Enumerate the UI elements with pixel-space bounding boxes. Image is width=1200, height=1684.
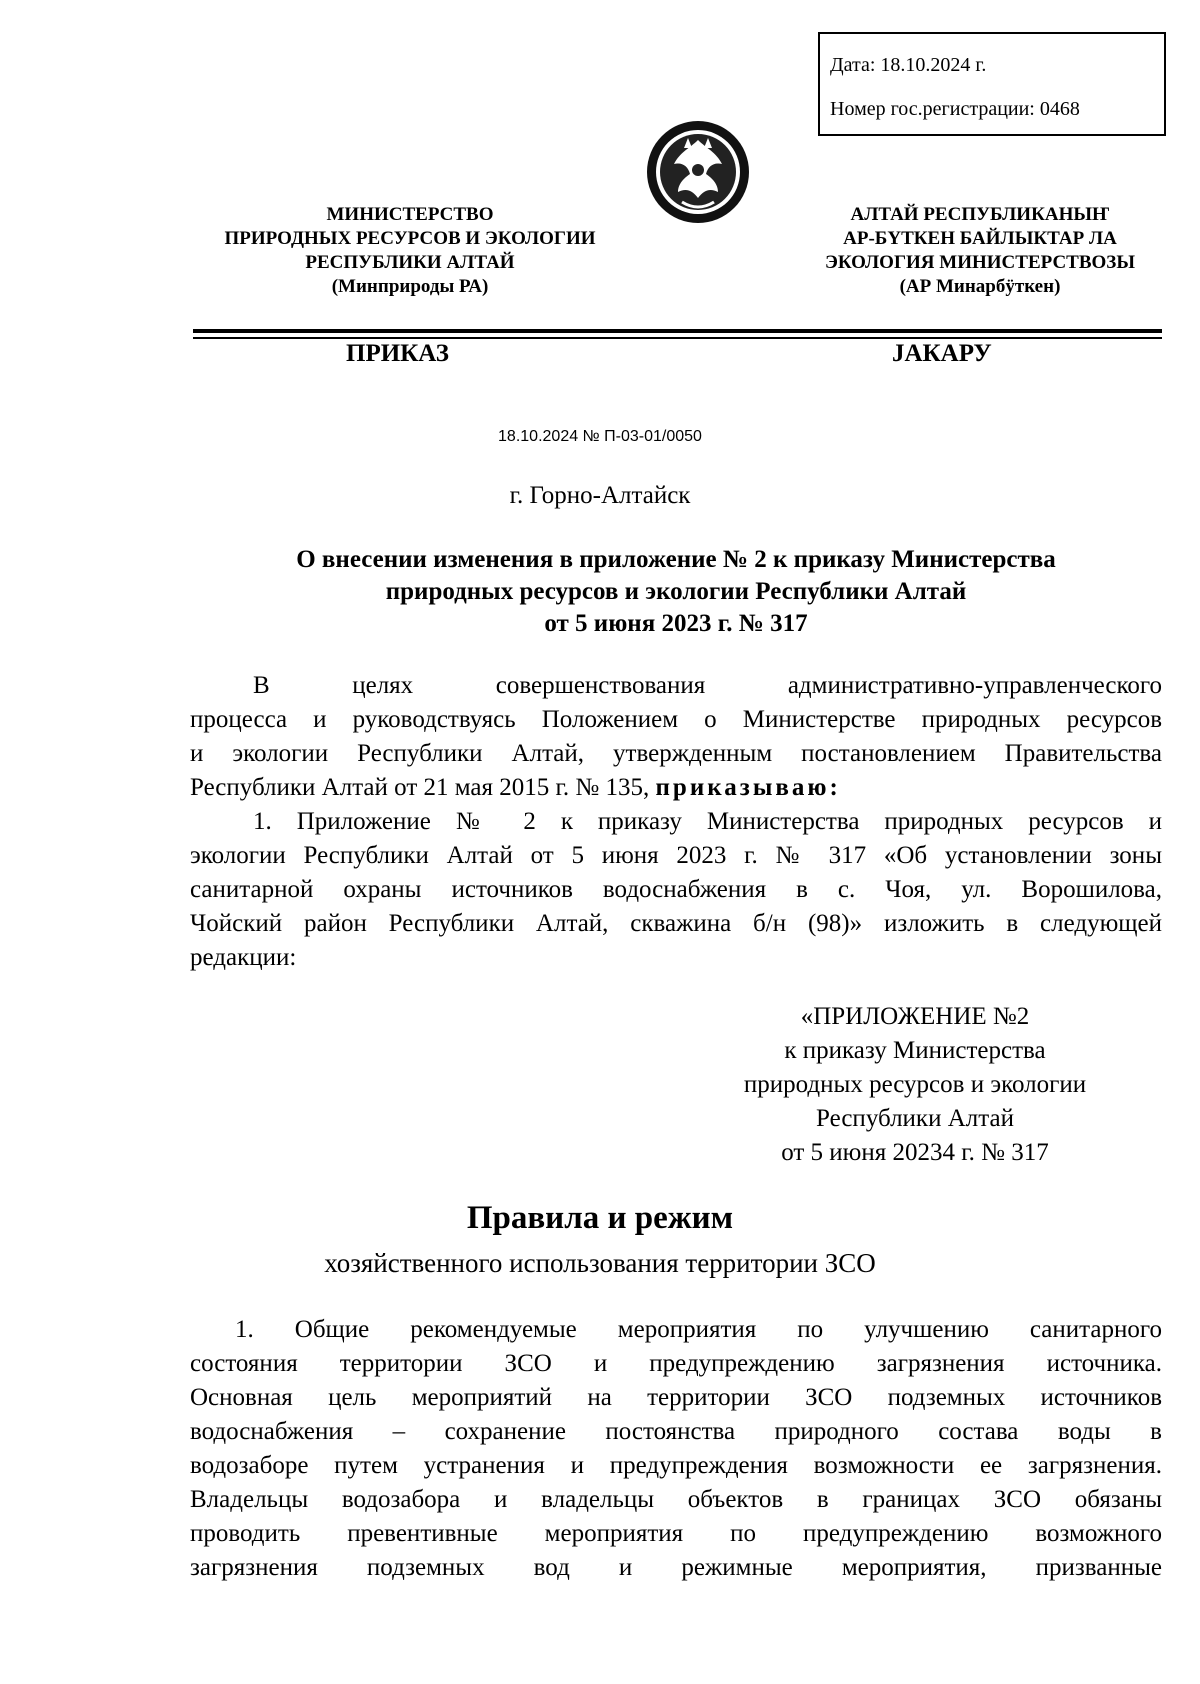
- header-divider-thin: [193, 337, 1162, 339]
- city: г. Горно-Алтайск: [509, 482, 691, 509]
- section1-line: водоснабжения – сохранение постоянства природного состава воды в: [190, 1418, 1162, 1445]
- appendix-line: «ПРИЛОЖЕНИЕ №2: [800, 1003, 1030, 1030]
- preamble-line: и экологии Республики Алтай, утвержденным постановлением Правительства: [190, 740, 1162, 767]
- header-right-line: АР-БҮТКЕН БАЙЛЫКТАР ЛА: [843, 228, 1117, 249]
- section1-line: Владельцы водозабора и владельцы объектов в границах ЗСО обязаны: [190, 1486, 1162, 1513]
- preamble-emphasis: приказываю:: [655, 774, 841, 801]
- section1-line: водозаборе путем устранения и предупреждения возможности ее загрязнения.: [190, 1452, 1162, 1479]
- registration-number: Номер гос.регистрации: 0468: [830, 98, 1080, 120]
- item1-line: редакции:: [190, 944, 297, 971]
- preamble-text: Республики Алтай от 21 мая 2015 г. № 135,: [190, 774, 650, 801]
- emblem-seal-icon: [644, 118, 752, 226]
- ministry-header-altai: [760, 203, 1200, 299]
- header-right-line: ЭКОЛОГИЯ МИНИСТЕРСТВОЗЫ: [824, 252, 1135, 273]
- header-left-line: МИНИСТЕРСТВО: [326, 204, 494, 225]
- document-number: 18.10.2024 № П-03-01/0050: [498, 428, 702, 445]
- header-divider-thick: [193, 329, 1162, 333]
- header-left-line: (Минприроды РА): [331, 276, 489, 297]
- appendix-line: Республики Алтай: [816, 1105, 1014, 1132]
- appendix-reference: [700, 1000, 1130, 1170]
- appendix-line: к приказу Министерства: [784, 1037, 1046, 1064]
- registration-date: Дата: 18.10.2024 г.: [830, 54, 987, 76]
- order-title-line: от 5 июня 2023 г. № 317: [544, 610, 808, 637]
- header-right-line: (АР Минарбӱткен): [899, 276, 1061, 297]
- preamble-line: В целях совершенствования административно-управленческого: [253, 672, 1162, 699]
- order-title-line: О внесении изменения в приложение № 2 к приказу Министерства: [296, 546, 1056, 573]
- appendix-line: природных ресурсов и экологии: [743, 1071, 1087, 1098]
- item1-line: экологии Республики Алтай от 5 июня 2023 г. № 317 «Об установлении зоны: [190, 842, 1162, 869]
- order-title: [190, 544, 1162, 640]
- rules-subtitle: хозяйственного использования территории ЗСО: [324, 1248, 876, 1278]
- appendix-line: от 5 июня 20234 г. № 317: [781, 1139, 1049, 1166]
- section1-line: 1. Общие рекомендуемые мероприятия по улучшению санитарного: [235, 1316, 1162, 1343]
- section1-line: загрязнения подземных вод и режимные мероприятия, призванные: [190, 1554, 1162, 1581]
- doc-type-altai: JАКАРУ: [892, 340, 992, 367]
- rules-title: Правила и режим: [466, 1200, 734, 1236]
- header-left-line: РЕСПУБЛИКИ АЛТАЙ: [305, 252, 515, 273]
- order-title-line: природных ресурсов и экологии Республики Алтай: [385, 578, 967, 605]
- doc-type-russian: ПРИКАЗ: [346, 340, 449, 367]
- preamble-line-last: [190, 774, 1162, 802]
- item1-line: Чойский район Республики Алтай, скважина б/н (98)» изложить в следующей: [190, 910, 1162, 937]
- ministry-header-russian: [190, 203, 630, 299]
- preamble-line: процесса и руководствуясь Положением о Министерстве природных ресурсов: [190, 706, 1162, 733]
- header-left-line: ПРИРОДНЫХ РЕСУРСОВ И ЭКОЛОГИИ: [224, 228, 596, 249]
- item1-line: санитарной охраны источников водоснабжения в с. Чоя, ул. Ворошилова,: [190, 876, 1162, 903]
- section1-line: состояния территории ЗСО и предупреждению загрязнения источника.: [190, 1350, 1162, 1377]
- header-right-line: АЛТАЙ РЕСПУБЛИКАНЫҤ: [850, 204, 1110, 225]
- section1-line: проводить превентивные мероприятия по предупреждению возможного: [190, 1520, 1162, 1547]
- item1-line: 1. Приложение № 2 к приказу Министерства природных ресурсов и: [253, 808, 1162, 835]
- section1-line: Основная цель мероприятий на территории ЗСО подземных источников: [190, 1384, 1162, 1411]
- registration-box: [818, 32, 1166, 136]
